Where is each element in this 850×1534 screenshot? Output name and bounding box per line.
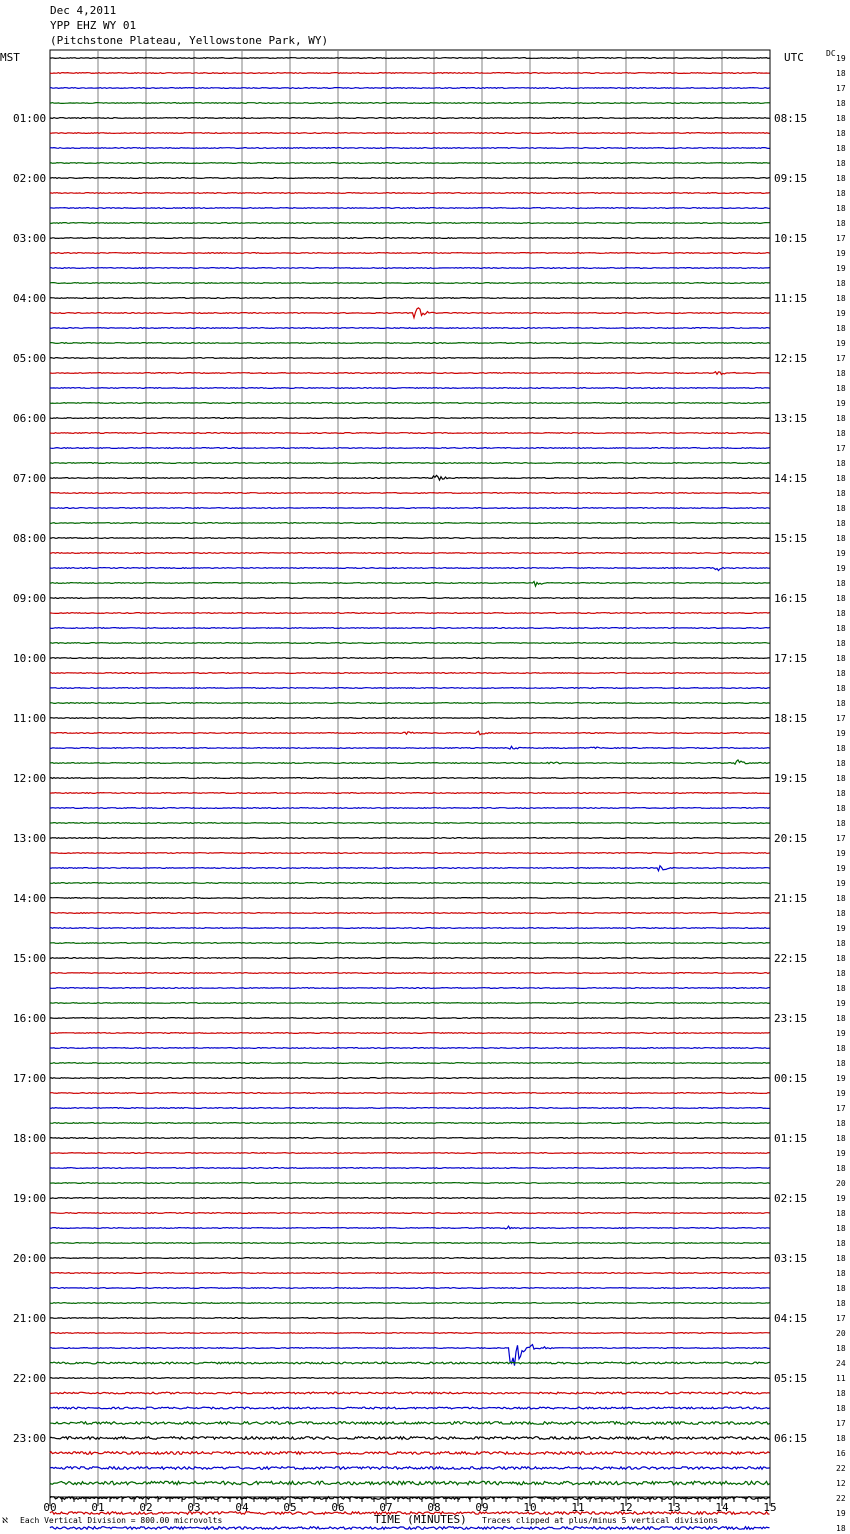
trace-62 bbox=[50, 988, 770, 989]
dc-offset-value: 18 bbox=[836, 129, 846, 138]
dc-offset-value: 18 bbox=[836, 279, 846, 288]
trace-28 bbox=[50, 475, 770, 480]
dc-offset-value: 18 bbox=[836, 774, 846, 783]
dc-offset-value: 18 bbox=[836, 159, 846, 168]
trace-64 bbox=[50, 1018, 770, 1019]
dc-offset-value: 18 bbox=[836, 1014, 846, 1023]
dc-offset-value: 19 bbox=[836, 999, 846, 1008]
trace-76 bbox=[50, 1198, 770, 1199]
dc-offset-value: 18 bbox=[836, 1119, 846, 1128]
dc-offset-value: 22 bbox=[836, 1464, 846, 1473]
trace-67 bbox=[50, 1063, 770, 1064]
dc-offset-value: 18 bbox=[836, 1059, 846, 1068]
trace-82 bbox=[50, 1288, 770, 1289]
mst-hour-label: 23:00 bbox=[13, 1432, 47, 1445]
utc-hour-label: 21:15 bbox=[774, 892, 808, 905]
dc-offset-value: 19 bbox=[836, 264, 846, 273]
dc-offset-value: 19 bbox=[836, 549, 846, 558]
trace-88 bbox=[50, 1378, 770, 1379]
trace-group bbox=[50, 58, 770, 1534]
mst-hour-label: 07:00 bbox=[13, 472, 47, 485]
mst-hour-label: 15:00 bbox=[13, 952, 47, 965]
mst-hour-label: 22:00 bbox=[13, 1372, 47, 1385]
trace-19 bbox=[50, 343, 770, 344]
dc-offset-value: 20 bbox=[836, 1179, 846, 1188]
x-tick-label: 06 bbox=[331, 1501, 345, 1514]
dc-offset-value: 18 bbox=[836, 789, 846, 798]
trace-89 bbox=[50, 1392, 770, 1394]
trace-79 bbox=[50, 1243, 770, 1244]
dc-offset-value: 18 bbox=[836, 744, 846, 753]
dc-offset-value: 18 bbox=[836, 114, 846, 123]
trace-71 bbox=[50, 1123, 770, 1124]
mst-hour-label: 02:00 bbox=[13, 172, 47, 185]
trace-15 bbox=[50, 283, 770, 284]
trace-98 bbox=[50, 1527, 770, 1530]
dc-offset-value: 18 bbox=[836, 219, 846, 228]
utc-hour-label: 12:15 bbox=[774, 352, 808, 365]
utc-hour-label: 08:15 bbox=[774, 112, 808, 125]
trace-72 bbox=[50, 1138, 770, 1139]
utc-hour-label: 11:15 bbox=[774, 292, 808, 305]
trace-85 bbox=[50, 1333, 770, 1334]
trace-49 bbox=[50, 793, 770, 794]
trace-63 bbox=[50, 1003, 770, 1004]
trace-4 bbox=[50, 118, 770, 119]
dc-offset-value: 18 bbox=[836, 894, 846, 903]
mst-hour-label: 19:00 bbox=[13, 1192, 47, 1205]
dc-offset-value: 19 bbox=[836, 1074, 846, 1083]
dc-offset-value: 19 bbox=[836, 309, 846, 318]
utc-hour-label: 22:15 bbox=[774, 952, 808, 965]
trace-0 bbox=[50, 58, 770, 59]
utc-hour-label: 01:15 bbox=[774, 1132, 808, 1145]
x-tick-label: 02 bbox=[139, 1501, 153, 1514]
trace-61 bbox=[50, 973, 770, 974]
trace-22 bbox=[50, 388, 770, 389]
dc-offset-value: 17 bbox=[836, 1419, 846, 1428]
mst-hour-label: 12:00 bbox=[13, 772, 47, 785]
mst-hour-label: 21:00 bbox=[13, 1312, 47, 1325]
trace-23 bbox=[50, 403, 770, 404]
dc-offset-value: 18 bbox=[836, 384, 846, 393]
dc-offset-value: 18 bbox=[836, 624, 846, 633]
dc-label: DC bbox=[826, 49, 836, 58]
mst-hour-label: 13:00 bbox=[13, 832, 47, 845]
dc-offset-value: 17 bbox=[836, 444, 846, 453]
dc-offset-value: 19 bbox=[836, 879, 846, 888]
trace-52 bbox=[50, 838, 770, 839]
utc-hour-label: 04:15 bbox=[774, 1312, 808, 1325]
trace-93 bbox=[50, 1452, 770, 1455]
x-tick-label: 05 bbox=[283, 1501, 297, 1514]
dc-offset-value: 17 bbox=[836, 714, 846, 723]
trace-51 bbox=[50, 823, 770, 824]
trace-68 bbox=[50, 1078, 770, 1079]
x-tick-label: 01 bbox=[91, 1501, 105, 1514]
trace-50 bbox=[50, 808, 770, 809]
trace-3 bbox=[50, 103, 770, 104]
dc-offset-value: 20 bbox=[836, 1329, 846, 1338]
dc-offset-value: 18 bbox=[836, 1389, 846, 1398]
trace-9 bbox=[50, 193, 770, 194]
dc-offset-value: 18 bbox=[836, 1209, 846, 1218]
dc-offset-labels bbox=[836, 54, 846, 1534]
utc-hour-label: 16:15 bbox=[774, 592, 808, 605]
mst-hour-label: 17:00 bbox=[13, 1072, 47, 1085]
trace-83 bbox=[50, 1303, 770, 1304]
dc-offset-value: 18 bbox=[836, 1284, 846, 1293]
dc-offset-value: 18 bbox=[836, 1404, 846, 1413]
corner-mark: ℵ bbox=[2, 1516, 8, 1525]
dc-offset-value: 16 bbox=[836, 1449, 846, 1458]
trace-73 bbox=[50, 1153, 770, 1154]
trace-36 bbox=[50, 598, 770, 599]
trace-57 bbox=[50, 913, 770, 914]
mst-hour-label: 03:00 bbox=[13, 232, 47, 245]
dc-offset-value: 18 bbox=[836, 99, 846, 108]
trace-12 bbox=[50, 238, 770, 239]
trace-35 bbox=[50, 582, 770, 587]
dc-offset-value: 18 bbox=[836, 969, 846, 978]
utc-axis-label: UTC bbox=[784, 51, 804, 64]
trace-31 bbox=[50, 523, 770, 524]
x-tick-label: 08 bbox=[427, 1501, 441, 1514]
dc-offset-value: 18 bbox=[836, 984, 846, 993]
trace-21 bbox=[50, 372, 770, 375]
trace-91 bbox=[50, 1422, 770, 1425]
dc-offset-value: 18 bbox=[836, 189, 846, 198]
mst-hour-label: 20:00 bbox=[13, 1252, 47, 1265]
dc-offset-value: 18 bbox=[836, 1254, 846, 1263]
dc-offset-value: 18 bbox=[836, 504, 846, 513]
trace-75 bbox=[50, 1183, 770, 1184]
station-location: (Pitchstone Plateau, Yellowstone Park, WY) bbox=[50, 34, 329, 47]
dc-offset-value: 19 bbox=[836, 729, 846, 738]
utc-hour-label: 10:15 bbox=[774, 232, 808, 245]
trace-56 bbox=[50, 898, 770, 899]
trace-80 bbox=[50, 1258, 770, 1259]
x-tick-label: 07 bbox=[379, 1501, 393, 1514]
x-tick-label: 03 bbox=[187, 1501, 201, 1514]
dc-offset-value: 18 bbox=[836, 324, 846, 333]
mst-hour-label: 16:00 bbox=[13, 1012, 47, 1025]
dc-offset-value: 18 bbox=[836, 639, 846, 648]
dc-offset-value: 18 bbox=[836, 654, 846, 663]
dc-offset-value: 18 bbox=[836, 1224, 846, 1233]
dc-offset-value: 18 bbox=[836, 819, 846, 828]
trace-30 bbox=[50, 508, 770, 509]
trace-58 bbox=[50, 928, 770, 929]
utc-hour-label: 09:15 bbox=[774, 172, 808, 185]
time-grid bbox=[50, 50, 770, 1497]
trace-1 bbox=[50, 73, 770, 74]
utc-hour-label: 15:15 bbox=[774, 532, 808, 545]
trace-11 bbox=[50, 223, 770, 224]
trace-46 bbox=[50, 746, 770, 749]
x-axis-title: TIME (MINUTES) bbox=[374, 1513, 467, 1526]
dc-offset-value: 17 bbox=[836, 1104, 846, 1113]
mst-hour-label: 10:00 bbox=[13, 652, 47, 665]
dc-offset-value: 18 bbox=[836, 1239, 846, 1248]
trace-40 bbox=[50, 658, 770, 659]
trace-38 bbox=[50, 628, 770, 629]
dc-offset-value: 18 bbox=[836, 1434, 846, 1443]
dc-offset-value: 18 bbox=[836, 669, 846, 678]
trace-8 bbox=[50, 178, 770, 179]
trace-55 bbox=[50, 883, 770, 884]
x-tick-label: 04 bbox=[235, 1501, 249, 1514]
dc-offset-value: 18 bbox=[836, 954, 846, 963]
x-tick-label: 12 bbox=[619, 1501, 633, 1514]
utc-hour-labels bbox=[774, 112, 807, 1445]
trace-69 bbox=[50, 1093, 770, 1094]
mst-hour-label: 01:00 bbox=[13, 112, 47, 125]
utc-hour-label: 20:15 bbox=[774, 832, 808, 845]
trace-44 bbox=[50, 718, 770, 719]
utc-hour-label: 18:15 bbox=[774, 712, 808, 725]
trace-39 bbox=[50, 643, 770, 644]
trace-95 bbox=[50, 1481, 770, 1485]
dc-offset-value: 18 bbox=[836, 174, 846, 183]
dc-offset-value: 18 bbox=[836, 69, 846, 78]
trace-26 bbox=[50, 448, 770, 449]
utc-hour-label: 02:15 bbox=[774, 1192, 808, 1205]
dc-offset-value: 19 bbox=[836, 1029, 846, 1038]
dc-offset-value: 19 bbox=[836, 1089, 846, 1098]
trace-59 bbox=[50, 943, 770, 944]
dc-offset-value: 19 bbox=[836, 1194, 846, 1203]
x-tick-label: 10 bbox=[523, 1501, 537, 1514]
mst-hour-label: 09:00 bbox=[13, 592, 47, 605]
dc-offset-value: 19 bbox=[836, 1149, 846, 1158]
trace-90 bbox=[50, 1407, 770, 1409]
dc-offset-value: 19 bbox=[836, 564, 846, 573]
dc-offset-value: 18 bbox=[836, 519, 846, 528]
trace-92 bbox=[50, 1437, 770, 1440]
dc-offset-value: 18 bbox=[836, 1524, 846, 1533]
trace-17 bbox=[50, 308, 770, 318]
x-tick-label: 00 bbox=[43, 1501, 57, 1514]
utc-hour-label: 05:15 bbox=[774, 1372, 808, 1385]
trace-53 bbox=[50, 853, 770, 854]
dc-offset-value: 17 bbox=[836, 1314, 846, 1323]
dc-offset-value: 17 bbox=[836, 84, 846, 93]
trace-47 bbox=[50, 760, 770, 764]
trace-7 bbox=[50, 163, 770, 164]
clip-note: Traces clipped at plus/minus 5 vertical divisions bbox=[482, 1516, 719, 1525]
utc-hour-label: 03:15 bbox=[774, 1252, 808, 1265]
station-code: YPP EHZ WY 01 bbox=[50, 19, 137, 32]
dc-offset-value: 19 bbox=[836, 339, 846, 348]
x-tick-label: 15 bbox=[763, 1501, 777, 1514]
trace-27 bbox=[50, 463, 770, 464]
x-tick-label: 13 bbox=[667, 1501, 681, 1514]
dc-offset-value: 19 bbox=[836, 864, 846, 873]
trace-33 bbox=[50, 553, 770, 554]
dc-offset-value: 19 bbox=[836, 249, 846, 258]
dc-offset-value: 18 bbox=[836, 1164, 846, 1173]
trace-5 bbox=[50, 133, 770, 134]
trace-20 bbox=[50, 358, 770, 359]
dc-offset-value: 18 bbox=[836, 294, 846, 303]
trace-32 bbox=[50, 538, 770, 539]
dc-offset-value: 18 bbox=[836, 459, 846, 468]
trace-84 bbox=[50, 1318, 770, 1319]
dc-offset-value: 19 bbox=[836, 399, 846, 408]
dc-offset-value: 18 bbox=[836, 609, 846, 618]
trace-24 bbox=[50, 418, 770, 419]
trace-66 bbox=[50, 1048, 770, 1049]
trace-65 bbox=[50, 1033, 770, 1034]
trace-42 bbox=[50, 688, 770, 689]
trace-14 bbox=[50, 268, 770, 269]
mst-hour-labels bbox=[13, 112, 46, 1445]
x-axis bbox=[43, 1497, 776, 1514]
dc-offset-value: 18 bbox=[836, 369, 846, 378]
dc-offset-value: 18 bbox=[836, 1134, 846, 1143]
trace-29 bbox=[50, 493, 770, 494]
dc-offset-value: 17 bbox=[836, 354, 846, 363]
dc-offset-value: 18 bbox=[836, 144, 846, 153]
dc-offset-value: 18 bbox=[836, 684, 846, 693]
trace-10 bbox=[50, 208, 770, 209]
dc-offset-value: 17 bbox=[836, 234, 846, 243]
trace-37 bbox=[50, 613, 770, 614]
dc-offset-value: 18 bbox=[836, 1299, 846, 1308]
dc-offset-value: 18 bbox=[836, 429, 846, 438]
dc-offset-value: 18 bbox=[836, 579, 846, 588]
dc-offset-value: 18 bbox=[836, 1044, 846, 1053]
mst-hour-label: 11:00 bbox=[13, 712, 47, 725]
dc-offset-value: 11 bbox=[836, 1374, 846, 1383]
utc-hour-label: 06:15 bbox=[774, 1432, 808, 1445]
dc-offset-value: 18 bbox=[836, 909, 846, 918]
trace-94 bbox=[50, 1467, 770, 1470]
mst-hour-label: 06:00 bbox=[13, 412, 47, 425]
dc-offset-value: 18 bbox=[836, 489, 846, 498]
plot-frame bbox=[50, 50, 770, 1497]
dc-offset-value: 17 bbox=[836, 834, 846, 843]
trace-41 bbox=[50, 673, 770, 674]
trace-70 bbox=[50, 1108, 770, 1109]
trace-34 bbox=[50, 568, 770, 571]
x-tick-label: 09 bbox=[475, 1501, 489, 1514]
trace-81 bbox=[50, 1273, 770, 1274]
utc-hour-label: 00:15 bbox=[774, 1072, 808, 1085]
trace-16 bbox=[50, 298, 770, 299]
trace-45 bbox=[50, 731, 770, 735]
utc-hour-label: 23:15 bbox=[774, 1012, 808, 1025]
dc-offset-value: 18 bbox=[836, 534, 846, 543]
dc-offset-value: 18 bbox=[836, 1344, 846, 1353]
trace-87 bbox=[50, 1362, 770, 1364]
trace-78 bbox=[50, 1226, 770, 1229]
trace-25 bbox=[50, 433, 770, 434]
dc-offset-value: 18 bbox=[836, 594, 846, 603]
chart-date: Dec 4,2011 bbox=[50, 4, 117, 17]
dc-offset-value: 18 bbox=[836, 1269, 846, 1278]
trace-54 bbox=[50, 866, 770, 871]
utc-hour-label: 13:15 bbox=[774, 412, 808, 425]
dc-offset-value: 18 bbox=[836, 204, 846, 213]
dc-offset-value: 18 bbox=[836, 474, 846, 483]
mst-hour-label: 14:00 bbox=[13, 892, 47, 905]
dc-offset-value: 22 bbox=[836, 1494, 846, 1503]
dc-offset-value: 12 bbox=[836, 1479, 846, 1488]
dc-offset-value: 18 bbox=[836, 414, 846, 423]
trace-6 bbox=[50, 148, 770, 149]
dc-offset-value: 19 bbox=[836, 924, 846, 933]
mst-hour-label: 05:00 bbox=[13, 352, 47, 365]
mst-hour-label: 08:00 bbox=[13, 532, 47, 545]
trace-74 bbox=[50, 1168, 770, 1169]
utc-hour-label: 14:15 bbox=[774, 472, 808, 485]
mst-hour-label: 18:00 bbox=[13, 1132, 47, 1145]
scale-note: Each Vertical Division = 800.00 microvolts bbox=[20, 1516, 223, 1525]
x-tick-label: 11 bbox=[571, 1501, 585, 1514]
utc-hour-label: 19:15 bbox=[774, 772, 808, 785]
utc-hour-label: 17:15 bbox=[774, 652, 808, 665]
x-tick-label: 14 bbox=[715, 1501, 729, 1514]
dc-offset-value: 19 bbox=[836, 1509, 846, 1518]
dc-offset-value: 18 bbox=[836, 804, 846, 813]
trace-48 bbox=[50, 778, 770, 779]
trace-2 bbox=[50, 88, 770, 89]
trace-13 bbox=[50, 253, 770, 254]
dc-offset-value: 18 bbox=[836, 699, 846, 708]
mst-axis-label: MST bbox=[0, 51, 20, 64]
dc-offset-value: 19 bbox=[836, 849, 846, 858]
dc-offset-value: 18 bbox=[836, 939, 846, 948]
trace-60 bbox=[50, 958, 770, 959]
trace-43 bbox=[50, 703, 770, 704]
dc-offset-value: 18 bbox=[836, 759, 846, 768]
dc-offset-value: 24 bbox=[836, 1359, 846, 1368]
trace-77 bbox=[50, 1213, 770, 1214]
trace-18 bbox=[50, 328, 770, 329]
dc-offset-value: 19 bbox=[836, 54, 846, 63]
mst-hour-label: 04:00 bbox=[13, 292, 47, 305]
